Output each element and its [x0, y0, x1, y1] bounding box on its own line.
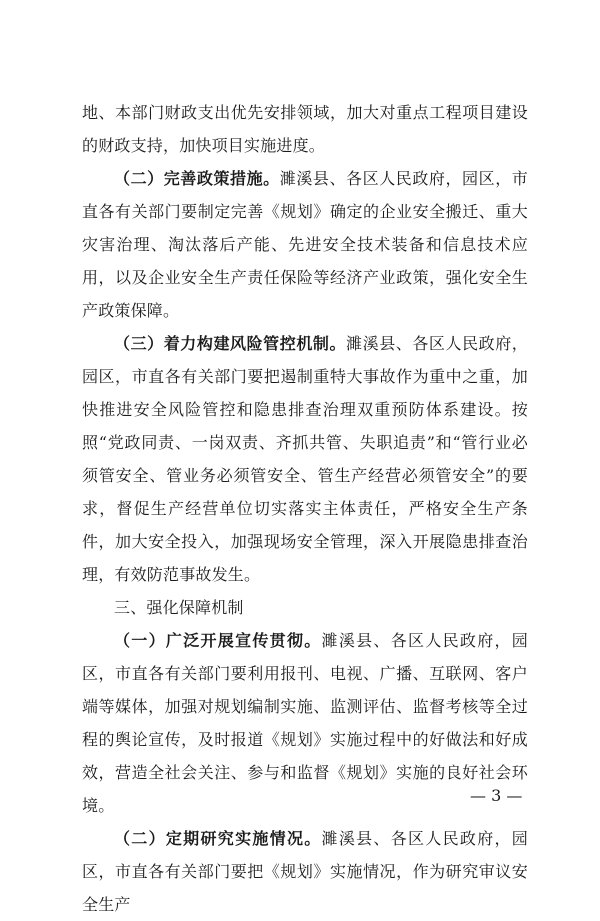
document-body	[82, 96, 528, 921]
paragraph-text: 濉溪县、各区人民政府，园区，市直各有关部门要把《规划》实施情况，作为研究审议安全生产	[82, 829, 528, 914]
paragraph-lead: （二）完善政策措施。	[114, 169, 280, 188]
paragraph-implementation-review	[82, 822, 528, 921]
paragraph-lead: （三）着力构建风险管控机制。	[114, 334, 347, 353]
paragraph-risk-control	[82, 327, 528, 591]
paragraph-text: 濉溪县、各区人民政府，园区，市直各有关部门要利用报刊、电视、广播、互联网、客户端等媒体，加强对规划编制实施、监测评估、监督考核等全过程的舆论宣传，及时报道《规划》实施过程中的好做法和好成效，营造全社会关注、参与和监督《规划》实施的良好社会环境。	[82, 631, 528, 815]
paragraph-text: 地、本部门财政支出优先安排领域，加大对重点工程项目建设的财政支持，加快项目实施进度。	[82, 103, 528, 155]
page-number: — 3 —	[470, 786, 523, 805]
paragraph-continuation	[82, 96, 528, 162]
paragraph-lead: （一）广泛开展宣传贯彻。	[114, 631, 322, 650]
paragraph-policy-measures	[82, 162, 528, 327]
paragraph-publicity	[82, 624, 528, 822]
paragraph-text: 濉溪县、各区人民政府，园区，市直各有关部门要把遏制重特大事故作为重中之重，加快推进安全风险管控和隐患排查治理双重预防体系建设。按照“党政同责、一岗双责、齐抓共管、失职追责”和“管行业必须管安全、管业务必须管安全、管生产经营必须管安全”的要求，督促生产经营单位切实落实主体责任，严格安全生产条件，加大安全投入，加强现场安全管理，深入开展隐患排查治理，有效防范事故发生。	[82, 334, 528, 584]
paragraph-text: 濉溪县、各区人民政府，园区，市直各有关部门要制定完善《规划》确定的企业安全搬迁、重大灾害治理、淘汰落后产能、先进安全技术装备和信息技术应用，以及企业安全生产责任保险等经济产业政策，强化安全生产政策保障。	[82, 169, 528, 320]
paragraph-lead: （二）定期研究实施情况。	[114, 829, 322, 848]
section-heading: 三、强化保障机制	[114, 598, 244, 617]
